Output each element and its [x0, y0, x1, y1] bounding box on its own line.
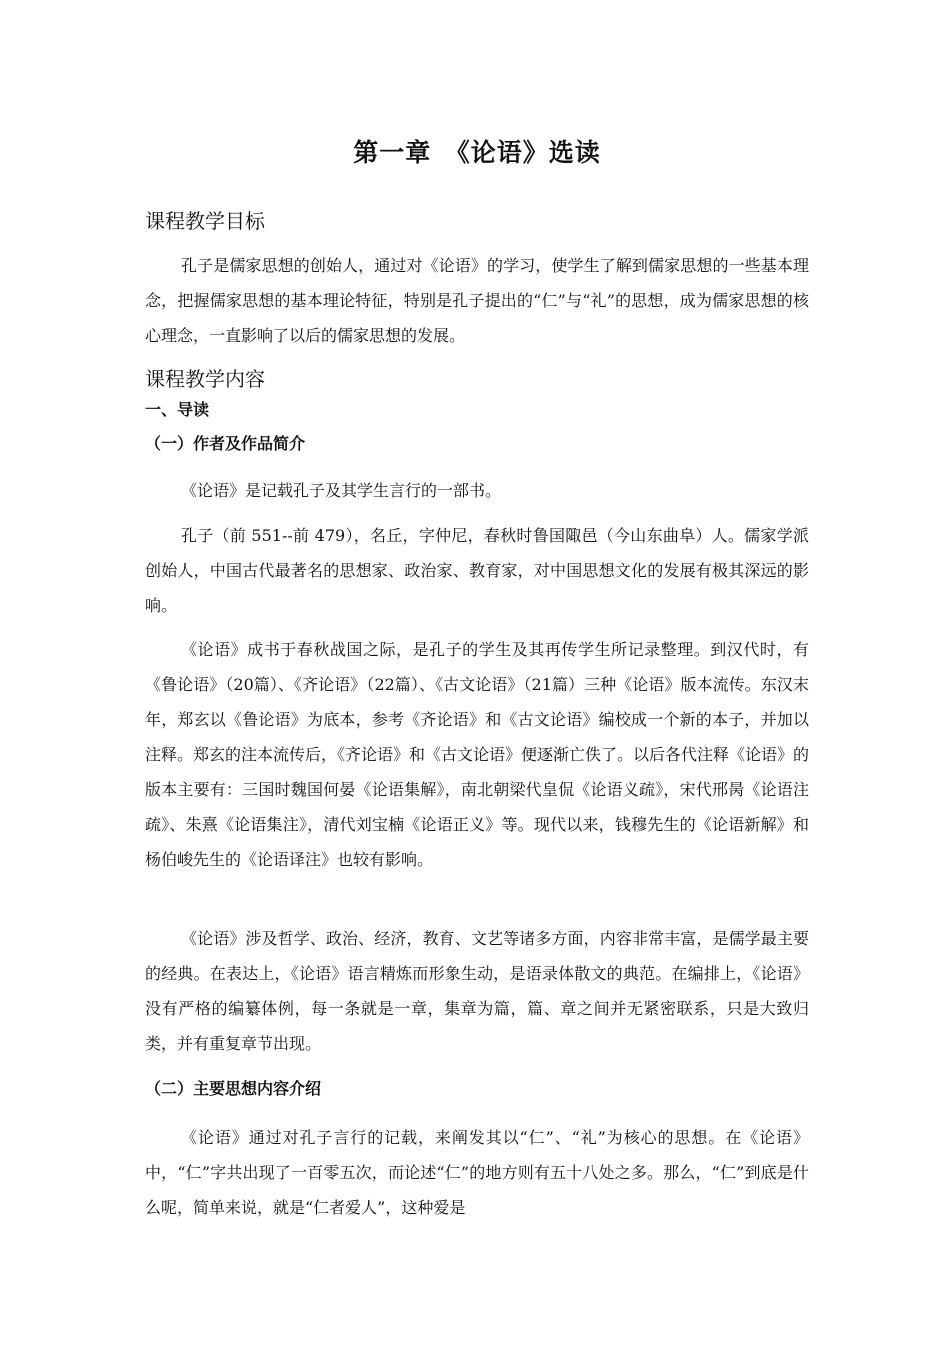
chapter-title: 第一章 《论语》选读 [353, 138, 601, 167]
content-heading: 课程教学内容 [145, 367, 265, 391]
paragraph-intro: 《论语》是记载孔子及其学生言行的一部书。 [181, 481, 502, 500]
sub2-heading: （二）主要思想内容介绍 [145, 1079, 322, 1098]
goal-heading: 课程教学目标 [145, 209, 265, 233]
part1-heading: 一、导读 [145, 400, 210, 419]
paragraph-thought: 《论语》通过对孔子言行的记载，来阐发其以“仁”、“礼”为核心的思想。在《论语》中，“仁”字共出现了一百零五次，而论述“仁”的地方则有五十八处之多。那么，“仁”到底是什么呢，简单来说，就是“仁者爱人”，这种爱是 [145, 1128, 809, 1217]
sub1-heading: （一）作者及作品简介 [145, 434, 306, 453]
goal-paragraph: 孔子是儒家思想的创始人，通过对《论语》的学习，使学生了解到儒家思想的一些基本理念，把握儒家思想的基本理论特征，特别是孔子提出的“仁”与“礼”的思想，成为儒家思想的核心理念，一直影响了以后的儒家思想的发展。 [145, 256, 809, 345]
paragraph-editions: 《论语》成书于春秋战国之际，是孔子的学生及其再传学生所记录整理。到汉代时，有《鲁论语》（20篇）、《齐论语》（22篇）、《古文论语》（21篇）三种《论语》版本流传。东汉末年，郑玄以《鲁论语》为底本，参考《齐论语》和《古文论语》编校成一个新的本子，并加以注释。郑玄的注本流传后，《齐论语》和《古文论语》便逐渐亡佚了。以后各代注释《论语》的版本主要有：三国时魏国何晏《论语集解》，南北朝梁代皇侃《论语义疏》，宋代邢昺《论语注疏》、朱熹《论语集注》，清代刘宝楠《论语正义》等。现代以来，钱穆先生的《论语新解》和杨伯峻先生的《论语译注》也较有影响。 [145, 640, 810, 869]
paragraph-confucius: 孔子（前 551--前 479），名丘，字仲尼，春秋时鲁国陬邑（今山东曲阜）人。儒家学派创始人，中国古代最著名的思想家、政治家、教育家，对中国思想文化的发展有极其深远的影响。 [145, 526, 809, 615]
paragraph-content: 《论语》涉及哲学、政治、经济，教育、文艺等诸多方面，内容非常丰富，是儒学最主要的经典。在表达上，《论语》语言精炼而形象生动，是语录体散文的典范。在编排上，《论语》没有严格的编纂体例，每一条就是一章，集章为篇，篇、章之间并无紧密联系，只是大致归类，并有重复章节出现。 [145, 929, 809, 1053]
